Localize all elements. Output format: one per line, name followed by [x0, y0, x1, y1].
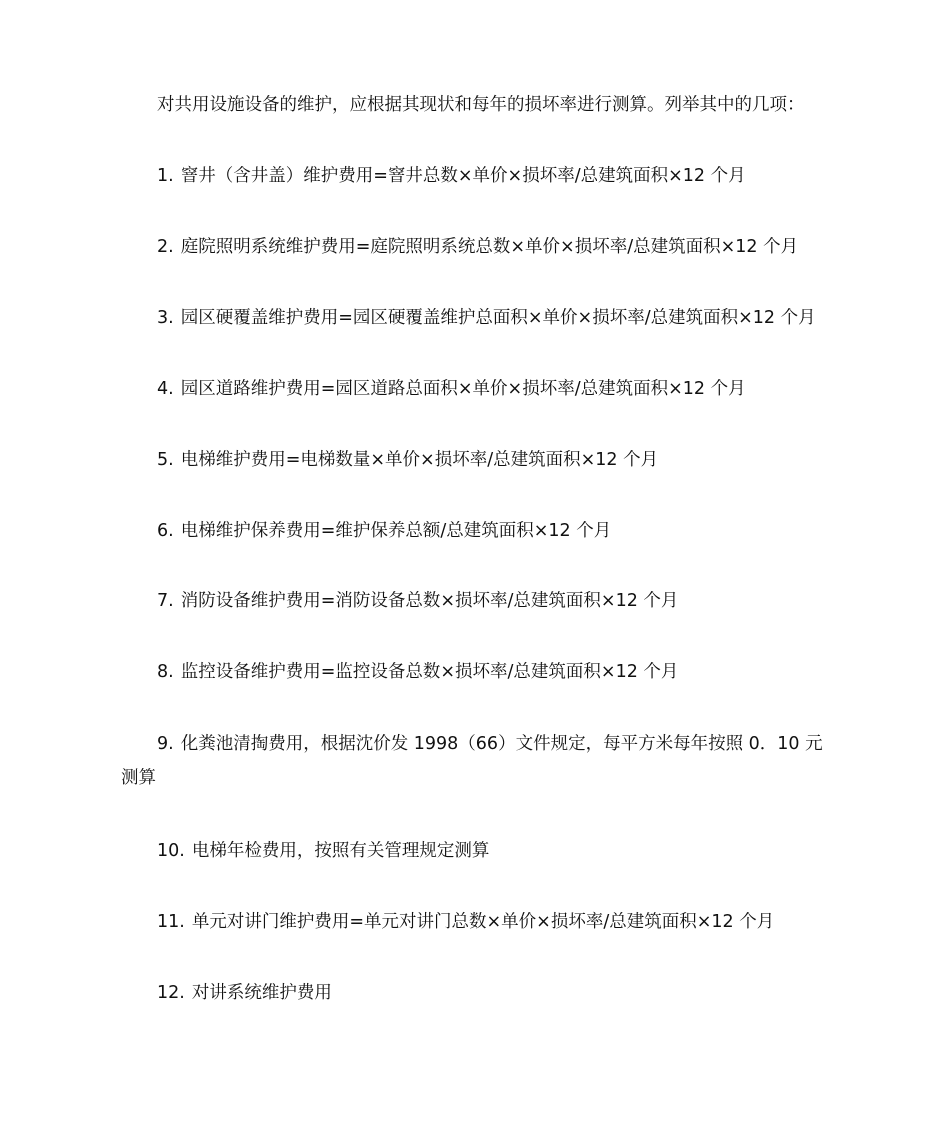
item-number: 8. [157, 662, 174, 682]
item-number: 5. [157, 450, 174, 470]
item-number: 2. [157, 237, 174, 257]
item-text: 电梯维护费用=电梯数量×单价×损坏率/总建筑面积×12 个月 [180, 450, 659, 470]
item-number: 4. [157, 379, 174, 399]
list-item [121, 372, 837, 406]
list-item [121, 514, 837, 548]
item-text: 窨井（含井盖）维护费用=窨井总数×单价×损坏率/总建筑面积×12 个月 [180, 166, 746, 186]
item-text: 庭院照明系统维护费用=庭院照明系统总数×单价×损坏率/总建筑面积×12 个月 [180, 237, 799, 257]
list-item [121, 905, 837, 939]
item-number: 11. [157, 912, 185, 932]
item-number: 7. [157, 591, 174, 611]
item-text: 监控设备维护费用=监控设备总数×损坏率/总建筑面积×12 个月 [180, 662, 679, 682]
item-text: 化粪池清掏费用，根据沈价发 1998（66）文件规定，每平方米每年按照 0．10 元测算 [121, 734, 823, 788]
item-text: 电梯年检费用，按照有关管理规定测算 [191, 841, 490, 861]
item-text: 园区硬覆盖维护费用=园区硬覆盖维护总面积×单价×损坏率/总建筑面积×12 个月 [180, 308, 816, 328]
item-number: 3. [157, 308, 174, 328]
item-number: 12. [157, 983, 185, 1003]
item-text: 对讲系统维护费用 [191, 983, 332, 1003]
item-number: 9. [157, 734, 174, 754]
item-text: 单元对讲门维护费用=单元对讲门总数×单价×损坏率/总建筑面积×12 个月 [191, 912, 775, 932]
list-item [121, 584, 837, 618]
item-text: 消防设备维护费用=消防设备总数×损坏率/总建筑面积×12 个月 [180, 591, 679, 611]
list-item [121, 976, 837, 1010]
item-text: 园区道路维护费用=园区道路总面积×单价×损坏率/总建筑面积×12 个月 [180, 379, 746, 399]
intro-paragraph: 对共用设施设备的维护，应根据其现状和每年的损坏率进行测算。列举其中的几项： [157, 95, 805, 115]
list-item [121, 230, 837, 264]
item-text: 电梯维护保养费用=维护保养总额/总建筑面积×12 个月 [180, 521, 612, 541]
list-item [121, 159, 837, 193]
item-number: 6. [157, 521, 174, 541]
list-item [121, 727, 837, 795]
list-item [121, 301, 837, 335]
list-item [121, 655, 837, 689]
item-number: 1. [157, 166, 174, 186]
list-item [121, 443, 837, 477]
list-item [121, 834, 837, 868]
item-number: 10. [157, 841, 185, 861]
